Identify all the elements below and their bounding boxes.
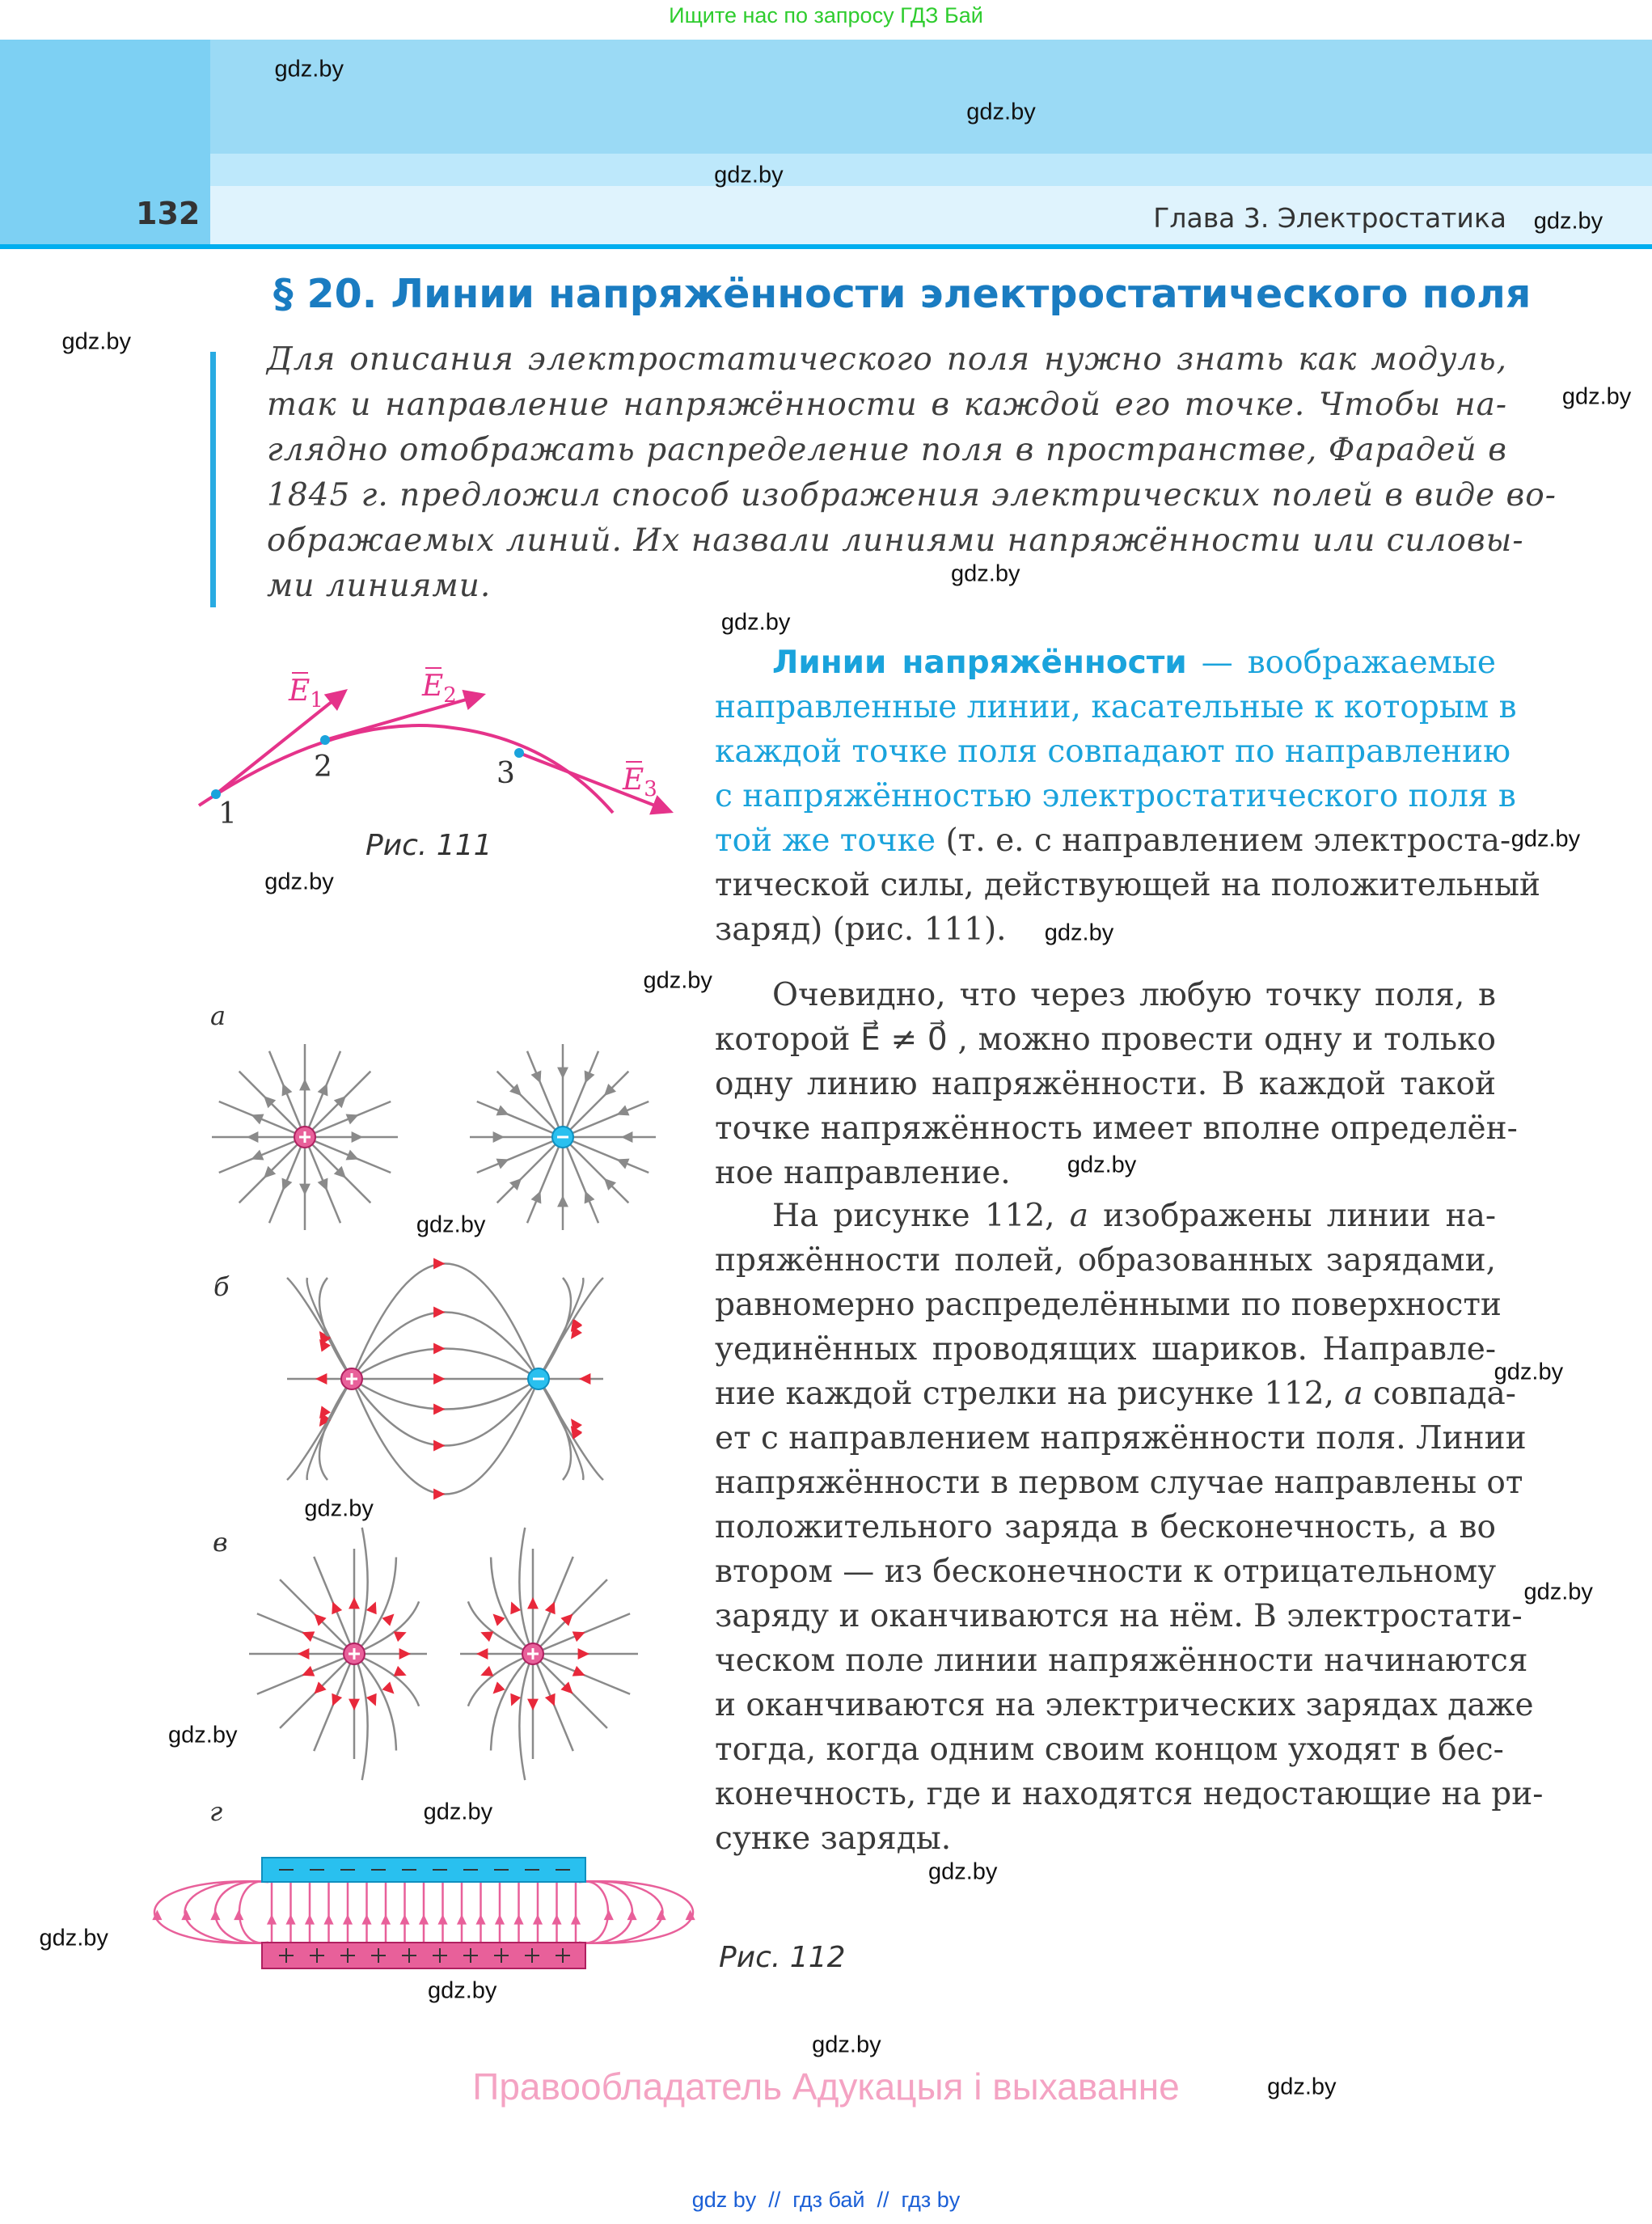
point-label: 3	[496, 757, 515, 790]
watermark[interactable]: gdz.by	[61, 328, 131, 355]
intro-line: глядно отображать распределение поля в пространстве, Фарадей в	[267, 432, 1507, 468]
watermark[interactable]: gdz.by	[427, 1977, 497, 2004]
field-line	[563, 1137, 628, 1203]
vector-subscript: 2	[443, 683, 457, 708]
field-line	[305, 1137, 370, 1203]
watermark[interactable]: gdz.by	[1044, 920, 1114, 946]
field-arrow	[349, 1597, 360, 1609]
field-arrow	[627, 1910, 637, 1921]
field-line	[239, 1137, 305, 1203]
field-line	[354, 1528, 368, 1654]
field-arrow	[399, 1914, 409, 1925]
text-segment: ное направление.	[715, 1155, 1011, 1191]
field-arrow	[480, 1631, 493, 1642]
field-line	[468, 1654, 533, 1706]
fig112-label-v: в	[213, 1527, 228, 1558]
vector-name: E	[422, 670, 444, 703]
field-arrow	[621, 1131, 632, 1143]
field-arrow	[343, 1914, 353, 1925]
text-segment: той же точке	[715, 822, 936, 859]
text-segment: и оканчиваются на электрических зарядах даже	[715, 1687, 1534, 1723]
text-segment: положительного заряда в бесконечность, а во	[715, 1509, 1496, 1545]
field-arrow	[323, 1914, 333, 1925]
watermark[interactable]: gdz.by	[264, 869, 334, 895]
text-segment: каждой точке поля совпадают по направлению	[715, 734, 1511, 770]
top-banner[interactable]: Ищите нас по запросу ГДЗ Бай	[669, 3, 983, 27]
field-line	[519, 1528, 533, 1654]
field-arrow	[381, 1914, 391, 1925]
text-segment: а	[1344, 1376, 1363, 1412]
watermark[interactable]: gdz.by	[720, 609, 791, 636]
field-line	[354, 1601, 419, 1654]
field-line	[497, 1137, 563, 1203]
field-arrow	[433, 1307, 445, 1318]
text-segment: конечность, где и находятся недостающие на ри-	[715, 1776, 1544, 1812]
field-arrow	[366, 1693, 377, 1706]
watermark[interactable]: gdz.by	[951, 560, 1020, 587]
field-arrow	[510, 1693, 521, 1706]
text-segment: равномерно распределёнными по поверхности	[715, 1287, 1502, 1323]
watermark[interactable]: gdz.by	[1533, 208, 1603, 235]
point-label: 1	[218, 797, 237, 831]
intro-line: так и направление напряжённости в каждой его точке. Чтобы на-	[267, 387, 1507, 423]
field-arrow	[571, 1914, 581, 1925]
field-arrow	[433, 1404, 445, 1415]
section-title: § 20. Линии напряжённости электростатического поля	[273, 271, 1532, 317]
field-arrow	[604, 1910, 614, 1921]
field-arrow	[247, 1131, 258, 1143]
field-arrow	[533, 1914, 543, 1925]
field-arrow	[433, 1440, 445, 1452]
fringe-line	[579, 1881, 632, 1943]
field-arrow	[457, 1914, 467, 1925]
text-segment: точке напряжённость имеет вполне определён-	[715, 1110, 1518, 1147]
text-segment: сунке заряды.	[715, 1820, 952, 1857]
field-line	[352, 1379, 539, 1446]
watermark[interactable]: gdz.by	[1267, 2074, 1337, 2100]
field-arrow	[510, 1601, 521, 1614]
watermark[interactable]: gdz.by	[812, 2032, 881, 2058]
text-segment: На рисунке 112,	[772, 1198, 1070, 1234]
text-segment: которой E⃗ ≠ 0⃗ , можно провести одну и только	[715, 1021, 1496, 1058]
text-segment: заряд) (рис. 111).	[715, 911, 1007, 948]
vector-subscript: 3	[644, 777, 657, 801]
field-arrow	[527, 1699, 539, 1710]
text-segment: заряду и оканчиваются на нём. В электростати-	[715, 1598, 1523, 1634]
text-segment: одну линию напряжённости. В каждой такой	[715, 1066, 1496, 1102]
field-arrow	[480, 1666, 493, 1676]
field-arrow	[394, 1666, 407, 1676]
field-arrow	[181, 1910, 191, 1921]
vector-name: E	[289, 674, 311, 708]
field-arrow	[493, 1614, 505, 1626]
field-line	[519, 1654, 533, 1780]
field-arrow	[419, 1914, 429, 1925]
fig112-label-a: а	[210, 1000, 226, 1031]
field-arrow	[349, 1699, 360, 1710]
watermark[interactable]: gdz.by	[714, 162, 784, 188]
field-arrow	[352, 1131, 363, 1143]
field-arrow	[366, 1601, 377, 1614]
field-arrow	[299, 1079, 311, 1090]
field-line	[497, 1072, 563, 1137]
field-arrow	[557, 1068, 568, 1079]
watermark[interactable]: gdz.by	[1561, 383, 1632, 410]
text-segment: совпада-	[1363, 1376, 1516, 1412]
watermark[interactable]: gdz.by	[1523, 1579, 1593, 1605]
fig111-caption: Рис. 111	[365, 829, 492, 862]
fringe-line	[239, 1881, 268, 1943]
text-segment: тической силы, действующей на положительный	[715, 867, 1540, 903]
vector-name: E	[623, 763, 644, 797]
field-arrow	[476, 1648, 488, 1660]
field-line	[307, 1278, 352, 1379]
fringe-line	[154, 1881, 268, 1943]
text-segment: Очевидно, что через любую точку поля, в	[772, 977, 1496, 1013]
field-line	[354, 1654, 419, 1706]
watermark[interactable]: gdz.by	[643, 967, 712, 994]
fig112-label-b: б	[213, 1271, 230, 1302]
watermark[interactable]: gdz.by	[304, 1495, 374, 1522]
text-segment: ет с направлением напряжённости поля. Линии	[715, 1420, 1527, 1457]
page-number: 132	[136, 196, 201, 231]
field-line	[307, 1379, 352, 1480]
field-arrow	[493, 1681, 505, 1693]
field-line	[352, 1379, 539, 1410]
text-segment: напряжённости в первом случае направлены от	[715, 1465, 1523, 1501]
field-line	[352, 1379, 539, 1495]
field-arrow	[433, 1258, 445, 1270]
watermark[interactable]: gdz.by	[1494, 1359, 1564, 1385]
text-segment: уединённых проводящих шариков. Направле-	[715, 1331, 1496, 1368]
field-arrow	[210, 1910, 220, 1921]
text-segment: изображены линии на-	[1088, 1198, 1496, 1234]
field-arrow	[394, 1631, 407, 1642]
field-arrow	[527, 1597, 539, 1609]
field-arrow	[299, 1184, 311, 1195]
field-arrow	[399, 1648, 411, 1660]
field-arrow	[433, 1343, 445, 1355]
fig112-caption: Рис. 112	[719, 1941, 846, 1974]
watermark[interactable]: gdz.by	[168, 1722, 238, 1748]
field-arrow	[557, 1195, 568, 1207]
field-arrow	[315, 1373, 327, 1385]
field-line	[352, 1264, 539, 1380]
watermark[interactable]: gdz.by	[927, 1858, 998, 1885]
footer-links[interactable]: gdz by // гдз бай // гдз by	[691, 2188, 961, 2212]
watermark[interactable]: gdz.by	[423, 1799, 493, 1825]
watermark[interactable]: gdz.by	[1067, 1152, 1137, 1178]
field-arrow	[298, 1648, 309, 1660]
watermark[interactable]: gdz.by	[1510, 826, 1581, 852]
field-arrow	[493, 1131, 505, 1143]
watermark[interactable]: gdz.by	[966, 99, 1036, 125]
fringe-line	[215, 1881, 268, 1943]
text-segment: ние каждой стрелки на рисунке 112,	[715, 1376, 1345, 1412]
intro-line: Для описания электростатического поля нужно знать как модуль,	[267, 341, 1507, 378]
text-segment: а	[1069, 1198, 1088, 1234]
field-line	[352, 1349, 539, 1380]
field-line	[468, 1601, 533, 1654]
fig112-label-g: г	[209, 1796, 223, 1827]
field-line	[352, 1313, 539, 1380]
field-arrow	[579, 1373, 590, 1385]
field-arrow	[433, 1489, 445, 1500]
text-segment: Линии напряжённости	[772, 645, 1187, 681]
watermark[interactable]: gdz.by	[274, 56, 344, 82]
vector-subscript: 1	[310, 688, 323, 712]
text-segment: (т. е. с направлением электроста-	[936, 822, 1511, 859]
chapter-title: Глава 3. Электростатика	[1153, 202, 1506, 234]
field-arrow	[433, 1373, 445, 1385]
field-arrow	[305, 1914, 315, 1925]
field-arrow	[475, 1914, 485, 1925]
field-arrow	[267, 1914, 277, 1925]
point-label: 2	[314, 750, 332, 784]
intro-line: 1845 г. предложил способ изображения электрических полей в виде во-	[267, 477, 1557, 514]
field-arrow	[382, 1681, 394, 1693]
field-line	[563, 1072, 628, 1137]
fringe-line	[579, 1881, 608, 1943]
text-segment: тогда, когда одним своим концом уходят в бес-	[715, 1731, 1504, 1768]
field-arrow	[234, 1910, 243, 1921]
field-arrow	[361, 1914, 371, 1925]
field-line	[539, 1379, 571, 1480]
field-arrow	[285, 1914, 295, 1925]
watermark[interactable]: gdz.by	[39, 1925, 108, 1951]
intro-line: ми линиями.	[267, 568, 492, 604]
fringe-line	[579, 1881, 693, 1943]
text-segment: с напряжённостью электростатического поля в	[715, 778, 1516, 814]
field-arrow	[657, 1910, 666, 1921]
text-segment: — воображаемые	[1186, 645, 1496, 681]
text-segment: втором — из бесконечности к отрицательному	[715, 1554, 1497, 1590]
field-arrow	[578, 1648, 589, 1660]
field-arrow	[437, 1914, 447, 1925]
field-line	[319, 1379, 352, 1480]
field-arrow	[551, 1914, 561, 1925]
field-arrow	[382, 1614, 394, 1626]
field-line	[239, 1072, 305, 1137]
field-arrow	[513, 1914, 523, 1925]
watermark[interactable]: gdz.by	[416, 1211, 486, 1238]
rights-holder: Правообладатель Адукацыя і выхаванне	[472, 2065, 1180, 2108]
text-segment: ческом поле линии напряжённости начинаются	[715, 1643, 1528, 1679]
intro-line: ображаемых линий. Их назвали линиями напряжённости или силовы-	[267, 522, 1524, 559]
text-segment: пряжённости полей, образованных зарядами,	[715, 1242, 1496, 1279]
field-arrow	[495, 1914, 505, 1925]
field-line	[305, 1072, 370, 1137]
field-line	[354, 1654, 368, 1780]
text-segment: направленные линии, касательные к которым в	[715, 689, 1517, 725]
